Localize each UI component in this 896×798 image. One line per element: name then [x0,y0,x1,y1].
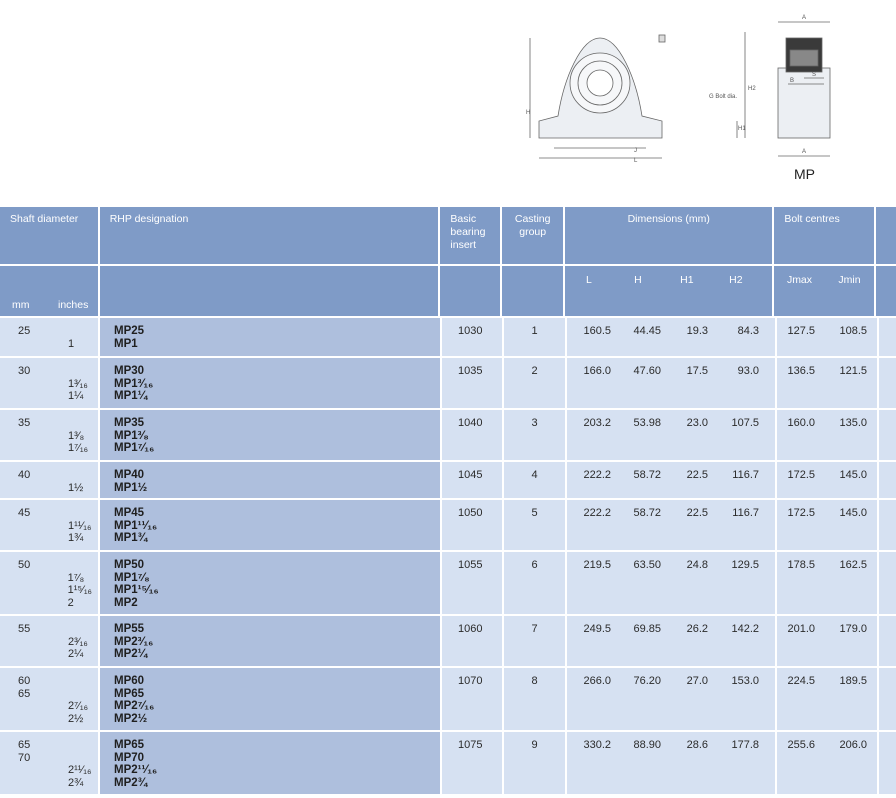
basic-insert-cell: 1035 [442,358,504,408]
inch-values [58,469,83,498]
bolt-Jmin: 108.5 [839,325,867,337]
cell-desig: MP1½ [114,481,148,494]
cell-in [68,507,91,520]
bolt-centres-cell [777,616,879,666]
cell-desig: MP1⁷⁄₈ [114,571,150,584]
bolt-Jmax: 178.5 [787,559,815,571]
dimensions-cell [567,552,777,614]
dim-L: 222.2 [583,469,611,481]
bolt-centres-cell [777,318,879,356]
header-blank-1 [100,264,441,316]
header-bolt-columns [774,264,876,316]
casting-group-cell: 5 [504,500,567,550]
inch-values [58,325,74,356]
cell-in: 1⁷⁄₈ [67,571,85,584]
cell-desig: MP25 [114,325,145,337]
mm-values [6,675,58,730]
cell-in [68,365,88,378]
header-basic-bearing-insert: Basic bearing insert [440,207,502,264]
cell-in: 1⁷⁄₁₆ [68,442,89,454]
cell-desig: MP2⁷⁄₁₆ [114,700,155,712]
cell-mm: 45 [18,507,31,519]
cell-desig: MP70 [114,751,145,764]
row-end-cell [879,732,896,794]
dim-L: 166.0 [583,365,611,377]
figure-caption: MP [794,166,815,182]
dimensions-cell [567,732,777,794]
dim-L: 266.0 [583,675,611,687]
dim-L: 330.2 [583,739,611,751]
bolt-Jmin: 179.0 [839,623,867,635]
mm-values [6,559,58,614]
cell-in: 2¼ [68,648,84,660]
basic-insert-cell: 1070 [442,668,504,730]
cell-in: 1¹⁵⁄₁₆ [67,584,92,596]
casting-group-cell: 2 [504,358,567,408]
bolt-centres-cell [777,552,879,614]
cell-mm: 70 [18,751,31,764]
cell-desig: MP1¹¹⁄₁₆ [114,519,158,532]
cell-mm: 55 [18,623,31,635]
bolt-Jmax: 160.0 [787,417,815,429]
designation-cell [100,500,442,550]
inch-values [58,507,91,550]
designation-cell [100,732,442,794]
inch-values [58,365,88,408]
inch-values [58,417,88,460]
label-h2: H2 [748,86,756,92]
header-end [876,207,896,264]
basic-insert-cell: 1060 [442,616,504,666]
cell-in [68,752,91,765]
mm-values [6,623,58,666]
dim-H1: 22.5 [686,469,708,481]
cell-in: 1¾ [68,532,84,544]
cell-mm: 65 [18,739,31,751]
dim-H2: 107.5 [731,417,759,429]
dimensions-cell [567,318,777,356]
bolt-centres-cell [777,668,879,730]
row-end-cell [879,358,896,408]
label-a-bottom: A [802,149,807,155]
table-row [0,316,896,356]
header-Jmax: Jmax [786,274,813,286]
designation-cell [100,358,442,408]
dim-H: 63.50 [633,559,661,571]
row-end-cell [879,616,896,666]
basic-insert-cell: 1040 [442,410,504,460]
row-end-cell [879,552,896,614]
cell-in: 1½ [68,481,84,494]
dim-H: 76.20 [633,675,661,687]
header-Jmin: Jmin [838,274,861,286]
basic-insert-cell: 1050 [442,500,504,550]
dim-H1: 22.5 [686,507,708,519]
table-row [0,550,896,614]
cell-in [68,675,88,688]
dimensions-cell [567,358,777,408]
dim-H: 58.72 [633,507,661,519]
label-h1: H1 [738,126,746,132]
dim-H1: 26.2 [686,623,708,635]
dim-H2: 129.5 [731,559,759,571]
mm-values [6,507,58,550]
label-h: H [526,110,531,116]
bolt-Jmax: 201.0 [787,623,815,635]
row-end-cell [879,500,896,550]
casting-group-cell: 9 [504,732,567,794]
mm-values [6,365,58,408]
inch-values [58,675,88,730]
label-a-top: A [802,15,807,21]
cell-in: 2⁷⁄₁₆ [68,700,89,712]
pillow-block-drawing [524,8,844,168]
header-end-2 [876,264,896,316]
dim-H: 88.90 [633,739,661,751]
cell-mm: 30 [18,365,31,377]
cell-desig: MP1⁷⁄₁₆ [114,442,155,454]
cell-mm: 50 [18,559,31,571]
cell-in: 2½ [68,712,84,725]
cell-desig: MP1³⁄₈ [114,429,149,442]
inch-values [58,739,91,794]
header-row-1 [0,207,896,264]
cell-in: 1¼ [68,390,84,402]
table-row [0,614,896,666]
cell-in [68,623,88,636]
header-units [0,264,100,316]
designation-cell [100,318,442,356]
table-row [0,730,896,794]
cell-desig: MP1¼ [114,390,148,402]
designation-cell [100,668,442,730]
cell-in [68,417,88,430]
basic-insert-cell: 1045 [442,462,504,498]
header-inches: inches [58,299,89,311]
header-blank-2 [440,264,502,316]
cell-desig: MP2 [114,596,138,609]
bolt-centres-cell [777,358,879,408]
dim-H1: 17.5 [686,365,708,377]
cell-desig: MP2¼ [114,648,148,660]
cell-desig: MP65 [114,739,145,751]
table-body [0,316,896,794]
header-row-2 [0,264,896,316]
cell-in: 1³⁄₁₆ [68,377,88,390]
designation-cell [100,410,442,460]
dim-H: 69.85 [633,623,661,635]
header-H1: H1 [680,274,694,286]
designation-cell [100,462,442,498]
casting-group-cell: 3 [504,410,567,460]
dim-H2: 84.3 [737,325,759,337]
cell-desig: MP1³⁄₁₆ [114,377,154,390]
mm-values [6,417,58,460]
shaft-diameter-cell [0,616,100,666]
cell-mm: 40 [18,469,31,481]
bolt-centres-cell [777,732,879,794]
dimension-table [0,207,896,794]
table-row [0,460,896,498]
header-L: L [585,274,592,286]
dim-L: 222.2 [583,507,611,519]
dim-L: 160.5 [583,325,611,337]
label-bolt: G Bolt dia. [709,94,738,100]
cell-mm: 35 [18,417,31,429]
dim-L: 219.5 [583,559,611,571]
shaft-diameter-cell [0,732,100,794]
bolt-centres-cell [777,462,879,498]
bolt-Jmin: 189.5 [839,675,867,687]
row-end-cell [879,462,896,498]
dim-H2: 116.7 [732,507,759,519]
shaft-diameter-cell [0,358,100,408]
table-row [0,408,896,460]
cell-in [68,688,88,701]
shaft-diameter-cell [0,552,100,614]
dim-H1: 23.0 [686,417,708,429]
dim-H: 44.45 [633,325,661,337]
dimensions-cell [567,668,777,730]
casting-group-cell: 7 [504,616,567,666]
bolt-Jmin: 135.0 [839,417,867,429]
cell-desig: MP1 [114,337,138,350]
dim-H1: 19.3 [686,325,708,337]
header-dimensions: Dimensions (mm) [565,207,774,264]
shaft-diameter-cell [0,410,100,460]
dimensions-cell [567,462,777,498]
casting-group-cell: 1 [504,318,567,356]
casting-group-cell: 8 [504,668,567,730]
dimensions-cell [567,500,777,550]
cell-in: 2 [67,596,74,609]
dimensions-cell [567,616,777,666]
cell-desig: MP2¹¹⁄₁₆ [114,764,158,776]
cell-mm: 65 [18,687,31,700]
cell-in [68,469,83,482]
shaft-diameter-cell [0,500,100,550]
bolt-centres-cell [777,410,879,460]
header-bolt-centres: Bolt centres [774,207,876,264]
dim-H: 58.72 [633,469,661,481]
bolt-Jmax: 255.6 [787,739,815,751]
header-dimension-columns [565,264,774,316]
cell-in: 1³⁄₈ [68,429,85,442]
cell-in [68,325,74,338]
cell-desig: MP2¾ [114,776,148,789]
mm-values [6,739,58,794]
cell-desig: MP1¹⁵⁄₁₆ [114,584,159,596]
table-row [0,356,896,408]
cell-desig: MP55 [114,623,145,635]
cell-desig: MP1¾ [114,532,148,544]
header-shaft-diameter: Shaft diameter [0,207,100,264]
designation-cell [100,552,442,614]
header-casting-group: Casting group [502,207,565,264]
row-end-cell [879,668,896,730]
cell-mm: 60 [18,675,31,687]
dim-L: 203.2 [583,417,611,429]
label-j: J [634,148,637,154]
cell-desig: MP2½ [114,712,148,725]
cell-desig: MP50 [114,559,145,571]
label-l: L [634,158,638,164]
dim-H1: 28.6 [686,739,708,751]
bolt-Jmin: 162.5 [839,559,867,571]
dim-H2: 177.8 [731,739,759,751]
label-b: B [790,78,795,84]
bolt-centres-cell [777,500,879,550]
bolt-Jmax: 172.5 [787,469,815,481]
basic-insert-cell: 1075 [442,732,504,794]
bolt-Jmax: 136.5 [787,365,815,377]
cell-desig: MP45 [114,507,145,519]
header-blank-3 [502,264,565,316]
dim-H: 53.98 [633,417,661,429]
mm-values [6,469,58,498]
dim-H1: 24.8 [686,559,708,571]
cell-mm: 25 [18,325,31,337]
bolt-Jmin: 206.0 [839,739,867,751]
inch-values [58,623,88,666]
mm-values [6,325,58,356]
dim-H2: 142.2 [731,623,759,635]
cell-desig: MP40 [114,469,145,481]
header-H: H [634,274,642,286]
dim-H1: 27.0 [686,675,708,687]
designation-cell [100,616,442,666]
cell-desig: MP2³⁄₁₆ [114,635,154,648]
row-end-cell [879,318,896,356]
cell-desig: MP35 [114,417,145,429]
dim-H2: 116.7 [732,469,759,481]
inch-values [58,559,92,614]
bolt-Jmin: 145.0 [839,507,867,519]
header-H2: H2 [729,274,743,286]
casting-group-cell: 4 [504,462,567,498]
bolt-Jmax: 127.5 [787,325,815,337]
dim-H: 47.60 [633,365,661,377]
cell-in [68,739,91,752]
dim-H2: 153.0 [731,675,759,687]
row-end-cell [879,410,896,460]
cell-in: 1¹¹⁄₁₆ [68,519,92,532]
basic-insert-cell: 1030 [442,318,504,356]
cell-in: 2³⁄₁₆ [68,635,88,648]
header-mm: mm [12,299,30,311]
label-s: S [812,72,817,78]
header-rhp-designation: RHP designation [100,207,441,264]
cell-desig: MP65 [114,687,145,700]
basic-insert-cell: 1055 [442,552,504,614]
cell-in [68,559,92,572]
bolt-Jmin: 121.5 [839,365,867,377]
cell-in: 2¾ [68,776,84,789]
table-row [0,498,896,550]
bolt-Jmax: 172.5 [787,507,815,519]
casting-group-cell: 6 [504,552,567,614]
shaft-diameter-cell [0,668,100,730]
dimensions-cell [567,410,777,460]
table-row [0,666,896,730]
bolt-Jmax: 224.5 [787,675,815,687]
cell-desig: MP60 [114,675,145,687]
dim-L: 249.5 [583,623,611,635]
shaft-diameter-cell [0,318,100,356]
cell-desig: MP30 [114,365,145,377]
cell-in: 1 [68,337,75,350]
cell-in: 2¹¹⁄₁₆ [68,764,92,776]
bolt-Jmin: 145.0 [839,469,867,481]
shaft-diameter-cell [0,462,100,498]
dim-H2: 93.0 [737,365,759,377]
